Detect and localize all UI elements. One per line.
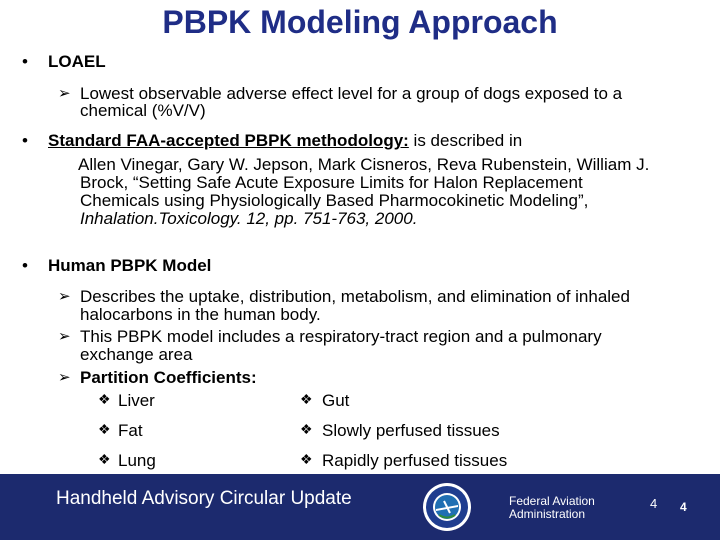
diamond-bullet-icon: ❖ [300,451,313,467]
faa-org-name [509,495,595,521]
faa-method-tail: is described in [408,131,523,150]
loael-text-line2: chemical (%V/V) [80,101,206,120]
coefficient-fat: Fat [118,421,143,440]
coefficient-gut: Gut [322,391,350,410]
footer-bar [0,474,720,540]
page-title: PBPK Modeling Approach [162,4,558,40]
bullet-dot: • [22,131,28,150]
diamond-bullet-icon: ❖ [98,391,111,407]
human-desc1-line1: Describes the uptake, distribution, metabolism, and elimination of inhaled [80,287,630,306]
faa-org-line1: Federal Aviation [509,494,595,508]
faa-method-line [48,131,522,150]
slide-number: 4 [680,500,687,514]
loael-heading: LOAEL [48,52,106,71]
arrow-bullet-icon: ➢ [58,328,71,345]
arrow-bullet-icon: ➢ [58,288,71,305]
arrow-bullet-icon: ➢ [58,369,71,386]
faa-seal-icon [422,482,472,532]
reference-line2: Brock, “Setting Safe Acute Exposure Limits for Halon Replacement [80,173,583,192]
coefficient-rapidly-perfused: Rapidly perfused tissues [322,451,508,470]
coefficient-lung: Lung [118,451,156,470]
diamond-bullet-icon: ❖ [98,451,111,467]
reference-line1: Allen Vinegar, Gary W. Jepson, Mark Cisneros, Reva Rubenstein, William J. [78,155,650,174]
human-desc2-line1: This PBPK model includes a respiratory-tract region and a pulmonary [80,327,602,346]
bullet-dot: • [22,52,28,71]
reference-journal: Inhalation.Toxicology. 12, pp. 751-763, 2000. [80,209,418,228]
bullet-dot: • [22,256,28,275]
faa-org-line2: Administration [509,507,586,521]
human-desc2-line2: exchange area [80,345,193,364]
coefficient-liver: Liver [118,391,155,410]
partition-coefficients-heading: Partition Coefficients: [80,368,257,387]
human-model-heading: Human PBPK Model [48,256,212,275]
reference-line3: Chemicals using Physiologically Based Pharmocokinetic Modeling”, [80,191,589,210]
diamond-bullet-icon: ❖ [300,391,313,407]
faa-method-heading: Standard FAA-accepted PBPK methodology: [48,131,409,150]
coefficient-slowly-perfused: Slowly perfused tissues [322,421,500,440]
human-desc1-line2: halocarbons in the human body. [80,305,321,324]
footer-title: Handheld Advisory Circular Update [56,488,352,509]
slide-number-small: 4 [650,496,658,511]
diamond-bullet-icon: ❖ [98,421,111,437]
diamond-bullet-icon: ❖ [300,421,313,437]
loael-text-line1: Lowest observable adverse effect level for a group of dogs exposed to a [80,84,623,103]
arrow-bullet-icon: ➢ [58,85,71,102]
